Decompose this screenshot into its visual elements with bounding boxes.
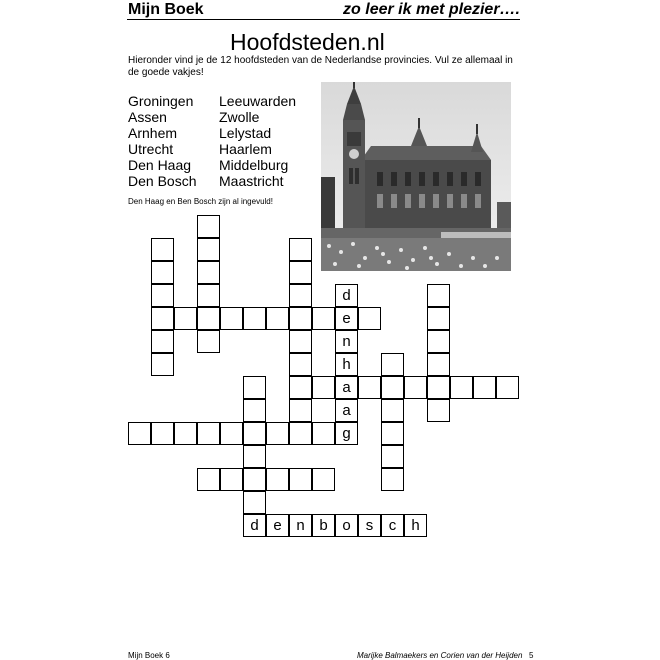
crossword-cell[interactable] — [289, 399, 312, 422]
crossword-cell[interactable] — [197, 215, 220, 238]
crossword-cell[interactable] — [381, 399, 404, 422]
city-name: Den Haag — [128, 157, 192, 173]
instructions: Hieronder vind je de 12 hoofdsteden van de Nederlandse provincies. Vul ze allemaal in de goede vakjes! — [128, 55, 513, 78]
crossword-cell[interactable]: h — [404, 514, 427, 537]
crossword-cell[interactable] — [381, 422, 404, 445]
crossword-cell[interactable]: n — [289, 514, 312, 537]
crossword-cell[interactable]: d — [243, 514, 266, 537]
crossword-cell[interactable] — [404, 376, 427, 399]
crossword-cell[interactable] — [151, 307, 174, 330]
crossword-cell[interactable] — [289, 468, 312, 491]
crossword-cell[interactable] — [151, 238, 174, 261]
crossword-cell[interactable] — [151, 284, 174, 307]
header-divider — [127, 19, 520, 20]
peace-palace-photo — [321, 82, 511, 271]
crossword-cell[interactable] — [312, 468, 335, 491]
city-name: Haarlem — [219, 141, 272, 157]
crossword-cell[interactable] — [289, 330, 312, 353]
crossword-cell[interactable] — [266, 307, 289, 330]
city-name: Leeuwarden — [219, 93, 297, 109]
crossword-cell[interactable] — [197, 307, 220, 330]
crossword-cell[interactable] — [312, 422, 335, 445]
crossword-cell[interactable]: g — [335, 422, 358, 445]
city-list-left — [128, 93, 196, 189]
crossword-cell[interactable] — [197, 261, 220, 284]
crossword-cell[interactable] — [381, 445, 404, 468]
crossword-cell[interactable] — [243, 307, 266, 330]
crossword-cell[interactable]: a — [335, 399, 358, 422]
crossword-cell[interactable] — [151, 261, 174, 284]
crossword-cell[interactable] — [151, 353, 174, 376]
crossword-cell[interactable] — [473, 376, 496, 399]
city-name: Den Bosch — [128, 173, 197, 189]
crossword-cell[interactable] — [358, 376, 381, 399]
crossword-cell[interactable] — [243, 399, 266, 422]
crossword-cell[interactable]: e — [335, 307, 358, 330]
crossword-cell[interactable] — [220, 468, 243, 491]
crossword-cell[interactable]: o — [335, 514, 358, 537]
city-name: Assen — [128, 109, 167, 125]
crossword-cell[interactable] — [289, 422, 312, 445]
crossword-cell[interactable] — [289, 376, 312, 399]
city-list-right — [219, 93, 296, 189]
crossword-cell[interactable] — [128, 422, 151, 445]
slogan: zo leer ik met plezier…. — [343, 1, 520, 18]
crossword-cell[interactable]: h — [335, 353, 358, 376]
city-name: Zwolle — [219, 109, 260, 125]
crossword-cell[interactable] — [243, 445, 266, 468]
crossword-cell[interactable] — [427, 399, 450, 422]
crossword-cell[interactable] — [197, 238, 220, 261]
city-name: Middelburg — [219, 157, 289, 173]
crossword-cell[interactable] — [381, 353, 404, 376]
book-title: Mijn Boek — [128, 1, 204, 18]
crossword-cell[interactable] — [312, 307, 335, 330]
city-name: Maastricht — [219, 173, 284, 189]
crossword-cell[interactable] — [151, 330, 174, 353]
crossword-cell[interactable] — [496, 376, 519, 399]
crossword-cell[interactable] — [197, 330, 220, 353]
footer-book: Mijn Boek 6 — [128, 651, 170, 660]
crossword-cell[interactable]: d — [335, 284, 358, 307]
crossword-cell[interactable] — [289, 238, 312, 261]
hint-note: Den Haag en Ben Bosch zijn al ingevuld! — [128, 197, 273, 206]
crossword-cell[interactable] — [427, 284, 450, 307]
crossword-cell[interactable] — [427, 330, 450, 353]
crossword-cell[interactable] — [312, 376, 335, 399]
crossword-cell[interactable] — [289, 284, 312, 307]
crossword-cell[interactable] — [427, 353, 450, 376]
page-number: 5 — [529, 651, 534, 660]
crossword-cell[interactable] — [289, 307, 312, 330]
crossword-cell[interactable] — [243, 376, 266, 399]
crossword-cell[interactable] — [197, 468, 220, 491]
crossword-cell[interactable] — [427, 307, 450, 330]
crossword-cell[interactable]: a — [335, 376, 358, 399]
page-title: Hoofdsteden.nl — [230, 29, 385, 55]
crossword-cell[interactable] — [450, 376, 473, 399]
footer-authors: Marijke Balmaekers en Corien van der Heijden — [357, 651, 523, 660]
crossword-cell[interactable] — [197, 284, 220, 307]
crossword-cell[interactable]: n — [335, 330, 358, 353]
crossword-cell[interactable] — [381, 468, 404, 491]
crossword-cell[interactable] — [289, 261, 312, 284]
crossword-cell[interactable] — [174, 307, 197, 330]
crossword-cell[interactable] — [243, 491, 266, 514]
crossword-cell[interactable]: e — [266, 514, 289, 537]
crossword-cell[interactable] — [220, 422, 243, 445]
crossword-cell[interactable] — [289, 353, 312, 376]
city-name: Groningen — [128, 93, 194, 109]
crossword-cell[interactable] — [427, 376, 450, 399]
crossword-cell[interactable] — [266, 422, 289, 445]
crossword-cell[interactable] — [243, 468, 266, 491]
city-name: Utrecht — [128, 141, 174, 157]
city-name: Lelystad — [219, 125, 272, 141]
crossword-cell[interactable] — [220, 307, 243, 330]
city-name: Arnhem — [128, 125, 178, 141]
crossword-cell[interactable] — [381, 376, 404, 399]
crossword-cell[interactable] — [243, 422, 266, 445]
crossword-cell[interactable] — [151, 422, 174, 445]
crossword-cell[interactable] — [197, 422, 220, 445]
crossword-cell[interactable]: c — [381, 514, 404, 537]
crossword-cell[interactable] — [174, 422, 197, 445]
crossword-cell[interactable]: s — [358, 514, 381, 537]
crossword-cell[interactable] — [266, 468, 289, 491]
crossword-cell[interactable]: b — [312, 514, 335, 537]
crossword-cell[interactable] — [358, 307, 381, 330]
